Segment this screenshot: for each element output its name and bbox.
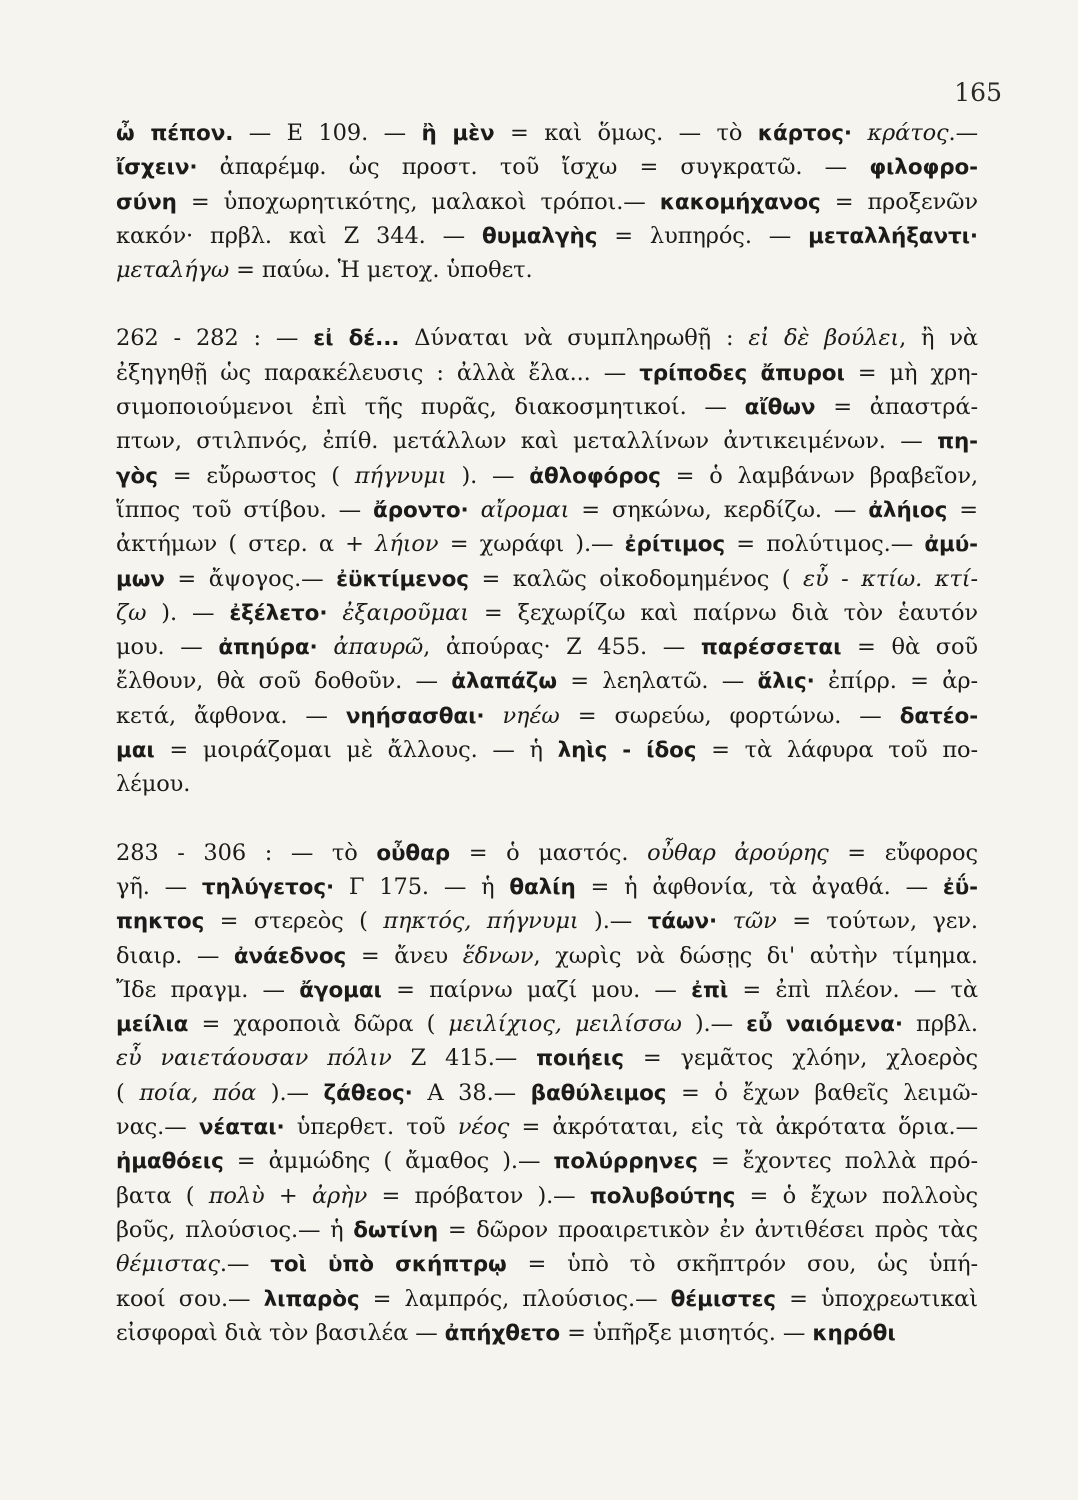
text-line xyxy=(116,767,978,801)
italic-term: λήιον xyxy=(375,531,439,558)
text-line xyxy=(116,939,978,973)
text-line xyxy=(116,1179,978,1213)
gloss-text: = ὁ λαμβάνων βραβεῖον, xyxy=(660,462,978,489)
gloss-text: = ὑπῆρξε μισητός. — xyxy=(560,1319,813,1346)
text-line xyxy=(116,459,978,493)
gloss-text: πρβλ. xyxy=(902,1011,978,1038)
text-line xyxy=(116,1213,978,1247)
text-line xyxy=(116,1247,978,1281)
lemma: λιπαρὸς xyxy=(263,1286,360,1312)
gloss-text: ).— xyxy=(681,1011,747,1038)
gloss-text: εἰσφοραὶ διὰ τὸν βασιλέα — xyxy=(116,1319,445,1346)
gloss-text: λέμου. xyxy=(116,771,191,798)
italic-term: νηέω xyxy=(502,702,560,729)
gloss-text: ).— xyxy=(578,908,648,935)
gloss-text: , χωρὶς νὰ δώσῃς δι' αὐτὴν τίμημα. xyxy=(533,942,978,969)
paragraph-gap xyxy=(116,287,978,321)
lemma: μεταλλήξαντι· xyxy=(808,223,978,249)
gloss-text: ὑπερθετ. τοῦ xyxy=(284,1114,458,1141)
gloss-text: = ἀμμώδης ( ἄμαθος ).— xyxy=(223,1148,554,1175)
gloss-text: = παύω. Ἡ μετοχ. ὑποθετ. xyxy=(229,257,533,284)
gloss-text: = xyxy=(947,496,978,523)
lemma: γὸς xyxy=(116,463,158,489)
gloss-text: , ἀπούρας· Ζ 455. — xyxy=(423,634,701,661)
lemma: ἴσχειν· xyxy=(116,155,198,181)
italic-term: νέος xyxy=(457,1114,510,1141)
gloss-text xyxy=(327,600,342,626)
gloss-text: = καὶ ὅμως. — τὸ xyxy=(494,120,758,146)
lemma: νηήσασθαι· xyxy=(345,703,485,729)
italic-term: εὖ - κτίω. κτί- xyxy=(803,565,978,592)
gloss-text: = χαροποιὰ δῶρα ( xyxy=(188,1011,449,1038)
lemma: ζάθεος· xyxy=(323,1080,413,1106)
text-line xyxy=(116,596,978,630)
text-line xyxy=(116,356,978,390)
text-line xyxy=(116,973,978,1007)
text-line xyxy=(116,493,978,527)
lemma: αἴθων xyxy=(744,395,816,421)
gloss-text: = μὴ χρη- xyxy=(844,359,978,386)
lemma: πολύρρηνες xyxy=(553,1149,698,1175)
gloss-text: ἀπαρέμφ. ὡς προστ. τοῦ ἴσχω = συγκρατῶ. — xyxy=(197,154,870,181)
gloss-text: νας.— xyxy=(116,1114,199,1141)
lemma: κηρόθι xyxy=(812,1320,896,1346)
italic-term: ποία, πόα xyxy=(139,1079,257,1106)
lemma: ἄγομαι xyxy=(299,977,382,1003)
text-line xyxy=(116,1007,978,1041)
text-line xyxy=(116,630,978,664)
gloss-text: = μοιράζομαι μὲ ἄλλους. — ἡ xyxy=(154,737,558,764)
text-line xyxy=(116,1041,978,1075)
lemma: θυμαλγὴς xyxy=(481,223,598,249)
italic-term: τῶν xyxy=(732,908,777,935)
gloss-text: = γεμᾶτος χλόην, χλοερὸς xyxy=(623,1045,978,1072)
gloss-text: Γ 175. — ἡ xyxy=(334,873,510,900)
gloss-text: ). — xyxy=(146,599,230,626)
lemma: μαι xyxy=(116,738,155,764)
italic-term: μειλίχιος, μειλίσσω xyxy=(448,1011,682,1038)
lemma: ἀπήχθετο xyxy=(444,1320,561,1346)
gloss-text: βοῦς, πλούσιος.— ἡ xyxy=(116,1216,354,1243)
gloss-text: = εὔρωστος ( xyxy=(157,462,355,489)
lemma: ἀπηύρα· xyxy=(218,635,318,661)
lemma: ἀνάεδνος xyxy=(233,943,347,969)
gloss-text: ). — xyxy=(446,462,530,489)
gloss-text: = θὰ σοῦ xyxy=(841,634,978,661)
lemma: θαλίη xyxy=(509,874,576,900)
lemma: εὖ ναιόμενα· xyxy=(746,1012,903,1038)
text-line xyxy=(116,185,978,219)
italic-term: ζω xyxy=(116,599,147,626)
gloss-text: = ἀκρόταται, εἰς τὰ ἀκρότατα ὅρια.— xyxy=(509,1114,978,1141)
gloss-text: = λεηλατῶ. — xyxy=(556,668,758,695)
lemma: ἀμύ- xyxy=(924,532,978,558)
text-line xyxy=(116,1316,978,1350)
lemma: τηλύγετος· xyxy=(201,874,335,900)
gloss-text: = ὁ ἔχων πολλοὺς xyxy=(735,1182,978,1209)
gloss-text: 262 - 282 : — xyxy=(116,325,314,352)
lemma: φιλοφρο- xyxy=(869,155,978,181)
lemma: πηκτος xyxy=(116,909,205,935)
lemma: νέαται· xyxy=(198,1115,285,1141)
gloss-text: Δύναται νὰ συμπληρωθῇ : xyxy=(399,325,749,352)
lemma: παρέσσεται xyxy=(700,635,842,661)
lemma: κακομήχανος xyxy=(659,189,821,215)
lemma: τρίποδες ἄπυροι xyxy=(639,360,845,386)
gloss-text: = παίρνω μαζί μου. — xyxy=(381,976,692,1003)
italic-term: ἐξαιροῦμαι xyxy=(342,599,469,626)
text-line xyxy=(116,253,978,287)
gloss-text: = χωράφι ).— xyxy=(438,531,625,558)
italic-term: εἰ δὲ βούλει xyxy=(748,325,900,352)
gloss-text: κετά, ἄφθονα. — xyxy=(116,702,346,729)
gloss-text: = πρόβατον ).— xyxy=(367,1182,590,1209)
italic-term: θέμιστας xyxy=(116,1251,220,1278)
lemma: ἄροντο· xyxy=(373,497,469,523)
text-line xyxy=(116,664,978,698)
gloss-text: = καλῶς οἰκοδομημένος ( xyxy=(468,565,804,592)
lemma: ἐρίτιμος xyxy=(624,532,726,558)
text-line xyxy=(116,836,978,870)
gloss-text: γῆ. — xyxy=(116,873,202,900)
gloss-text: βατα ( xyxy=(116,1182,209,1209)
paragraph xyxy=(116,321,978,801)
gloss-text: ἀκτήμων ( στερ. α + xyxy=(116,531,376,558)
text-line xyxy=(116,904,978,938)
lemma: ληὶς - ίδος xyxy=(557,738,697,764)
italic-term: πολὺ + ἀρὴν xyxy=(208,1182,368,1209)
lemma: βαθύλειμος xyxy=(530,1080,667,1106)
gloss-text: Ζ 415.— xyxy=(391,1045,537,1072)
lemma: δατέο- xyxy=(899,703,978,729)
gloss-text: = δῶρον προαιρετικὸν ἐν ἀντιθέσει πρὸς τὰς xyxy=(438,1216,978,1243)
gloss-text: , ἢ νὰ xyxy=(899,325,978,352)
gloss-text: 283 - 306 : — τὸ xyxy=(116,839,377,866)
lemma: πη- xyxy=(937,429,978,455)
gloss-text: πτων, στιλπνός, ἐπίθ. μετάλλων καὶ μεταλλίνων ἀντικειμένων. — xyxy=(116,428,938,455)
gloss-text: = ἔχοντες πολλὰ πρό- xyxy=(697,1148,978,1175)
lemma: δωτίνη xyxy=(353,1217,439,1243)
gloss-text: ἐπίρρ. = ἀρ- xyxy=(814,668,978,695)
lemma: ἀθλοφόρος xyxy=(529,463,661,489)
text-line xyxy=(116,390,978,424)
text-line xyxy=(116,1144,978,1178)
gloss-text: = λυπηρός. — xyxy=(597,222,809,249)
lemma: θέμιστες xyxy=(670,1286,776,1312)
italic-term: μεταλήγω xyxy=(116,257,230,284)
text-line xyxy=(116,1282,978,1316)
lemma: σύνη xyxy=(116,189,177,215)
italic-term: πήγνυμι xyxy=(354,462,447,489)
gloss-text: = ὁ ἔχων βαθεῖς λειμῶ- xyxy=(666,1079,978,1106)
gloss-text: = λαμπρός, πλούσιος.— xyxy=(359,1285,671,1312)
lemma: ἀλαπάζω xyxy=(451,669,557,695)
commentary-text xyxy=(116,116,978,1350)
lemma: ποιήεις xyxy=(536,1046,624,1072)
paragraph-gap xyxy=(116,802,978,836)
text-line xyxy=(116,699,978,733)
gloss-text: = στερεὸς ( xyxy=(204,908,384,935)
italic-term: οὖθαρ ἀρούρης xyxy=(647,839,829,866)
lemma: ἐξέλετο· xyxy=(229,600,328,626)
lemma: ἅλις· xyxy=(757,669,815,695)
italic-term: ἀπαυρῶ xyxy=(333,634,424,661)
paragraph xyxy=(116,836,978,1350)
gloss-text: = τούτων, γεν. xyxy=(776,908,978,935)
lemma: ὦ πέπον. xyxy=(116,121,234,146)
gloss-text: ).— xyxy=(256,1079,324,1106)
lemma: ἐπὶ xyxy=(691,977,729,1003)
gloss-text: = εὔφορος xyxy=(828,839,978,866)
text-line xyxy=(116,321,978,355)
gloss-text: Α 38.— xyxy=(412,1079,531,1106)
gloss-text xyxy=(484,703,502,729)
lemma: πολυβούτης xyxy=(589,1183,736,1209)
lemma: εἰ δέ... xyxy=(313,326,400,352)
gloss-text: = τὰ λάφυρα τοῦ πο- xyxy=(696,737,978,764)
gloss-text: .— xyxy=(948,120,978,146)
text-line xyxy=(116,116,978,150)
gloss-text: = σωρεύω, φορτώνω. — xyxy=(559,702,900,729)
gloss-text: κοοί σου.— xyxy=(116,1285,264,1312)
gloss-text: Ἴδε πραγμ. — xyxy=(116,976,300,1003)
gloss-text: διαιρ. — xyxy=(116,942,234,969)
gloss-text xyxy=(852,120,867,146)
gloss-text: ἐξηγηθῇ ὡς παρακέλευσις : ἀλλὰ ἔλα... — xyxy=(116,359,640,386)
text-line xyxy=(116,870,978,904)
text-line xyxy=(116,733,978,767)
gloss-text: = ὑπὸ τὸ σκῆπτρόν σου, ὡς ὑπή- xyxy=(506,1251,978,1278)
lemma: μείλια xyxy=(116,1012,189,1038)
lemma: ἢ μὲν xyxy=(421,121,495,146)
italic-term: κράτος xyxy=(867,120,949,146)
text-line xyxy=(116,527,978,561)
text-line xyxy=(116,1110,978,1144)
gloss-text: = πολύτιμος.— xyxy=(725,531,925,558)
gloss-text: σιμοποιούμενοι ἐπὶ τῆς πυρᾶς, διακοσμητικοί. — xyxy=(116,394,745,421)
gloss-text xyxy=(318,634,334,660)
gloss-text: = ξεχωρίζω καὶ παίρνω διὰ τὸν ἑαυτόν xyxy=(468,599,978,626)
gloss-text: = ὁ μαστός. xyxy=(450,839,648,866)
paragraph xyxy=(116,116,978,287)
italic-term: εὖ ναιετάουσαν πόλιν xyxy=(116,1045,392,1072)
text-line xyxy=(116,1076,978,1110)
gloss-text: = προξενῶν xyxy=(820,188,978,215)
lemma: τάων· xyxy=(647,909,718,935)
gloss-text: μου. — xyxy=(116,634,219,661)
gloss-text: = ὑποχωρητικότης, μαλακοὶ τρόποι.— xyxy=(176,188,660,215)
text-line xyxy=(116,219,978,253)
gloss-text: = ἄψογος.— xyxy=(164,565,337,592)
lemma: οὖθαρ xyxy=(376,840,451,866)
gloss-text xyxy=(469,497,481,523)
gloss-text: κακόν· πρβλ. καὶ Ζ 344. — xyxy=(116,222,482,249)
italic-term: ἕδνων xyxy=(462,942,534,969)
gloss-text xyxy=(717,908,732,934)
lemma: ἠμαθόεις xyxy=(116,1149,224,1175)
text-line xyxy=(116,150,978,184)
gloss-text: ( xyxy=(116,1079,140,1106)
lemma: μων xyxy=(116,566,165,592)
gloss-text: = σηκώνω, κερδίζω. — xyxy=(569,496,869,523)
text-line xyxy=(116,562,978,596)
lemma: ἐϋκτίμενος xyxy=(336,566,469,592)
gloss-text: — Ε 109. — xyxy=(233,120,422,146)
gloss-text: = ἐπὶ πλέον. — τὰ xyxy=(728,976,978,1003)
italic-term: αἴρομαι xyxy=(480,496,570,523)
gloss-text: .— xyxy=(219,1251,271,1278)
gloss-text: = ἄνευ xyxy=(346,942,463,969)
gloss-text: = ὑποχρεωτικαὶ xyxy=(775,1285,978,1312)
lemma: τοὶ ὑπὸ σκήπτρῳ xyxy=(270,1252,507,1278)
gloss-text: = ἡ ἀφθονία, τὰ ἀγαθά. — xyxy=(575,873,943,900)
gloss-text: ἵππος τοῦ στίβου. — xyxy=(116,496,374,523)
lemma: κάρτος· xyxy=(757,121,852,146)
text-line xyxy=(116,424,978,458)
gloss-text: = ἀπαστρά- xyxy=(815,394,978,421)
lemma: ἐΰ- xyxy=(942,874,978,900)
gloss-text: ἔλθουν, θὰ σοῦ δοθοῦν. — xyxy=(116,668,452,695)
page-number: 165 xyxy=(954,78,1002,107)
lemma: ἀλήιος xyxy=(868,497,948,523)
italic-term: πηκτός, πήγνυμι xyxy=(383,908,579,935)
